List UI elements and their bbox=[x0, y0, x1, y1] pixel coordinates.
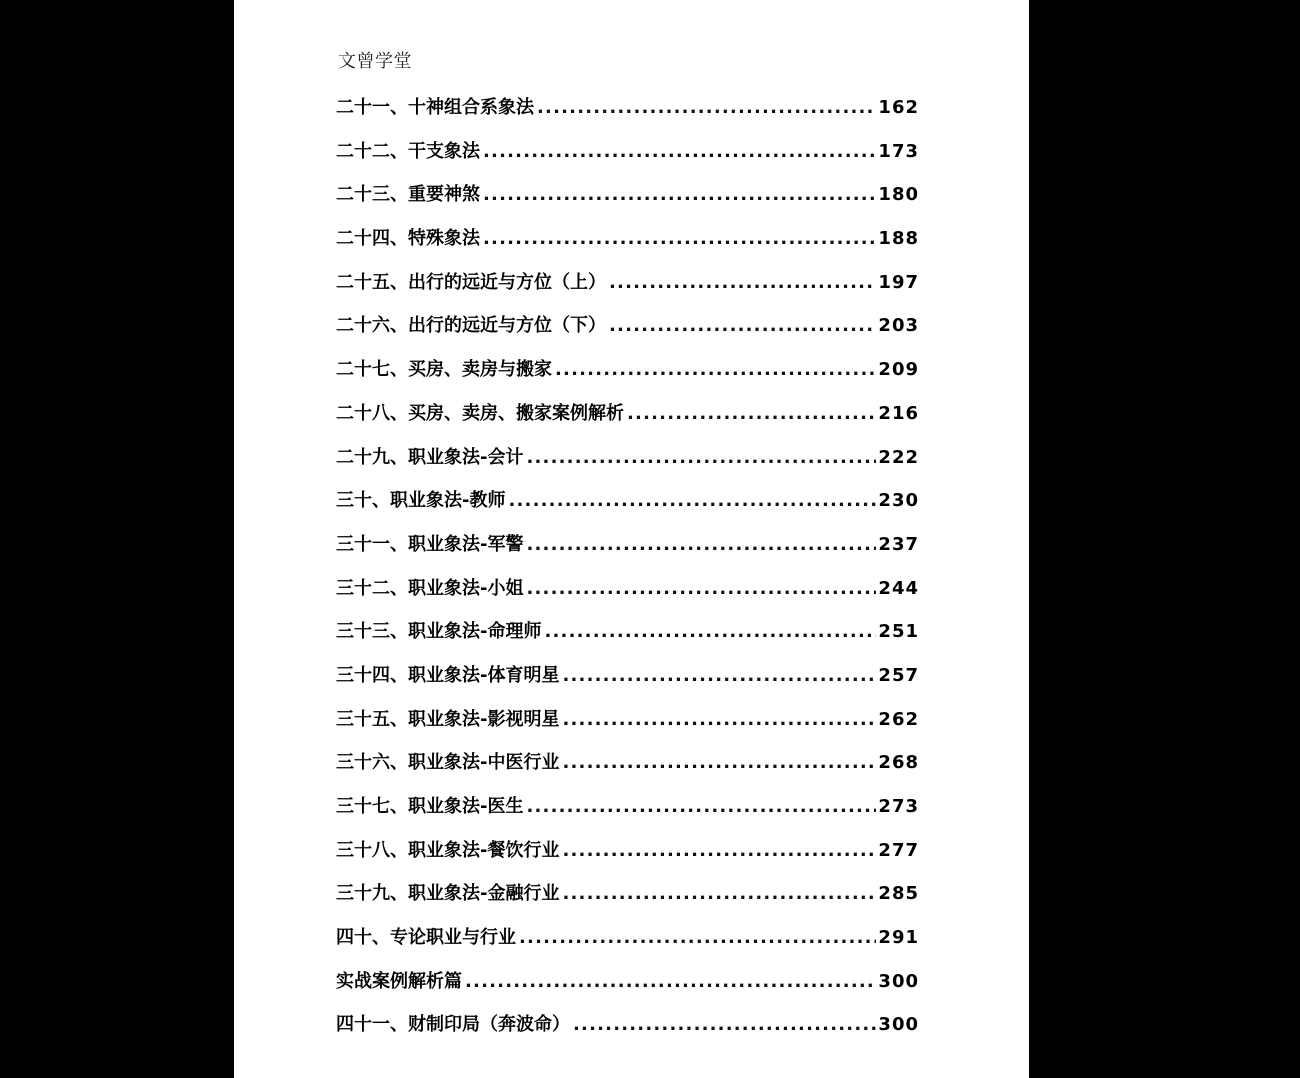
toc-dot-leader bbox=[526, 785, 876, 829]
toc-entry-page: 209 bbox=[878, 359, 919, 381]
toc-dot-leader bbox=[544, 610, 876, 654]
toc-entry-page: 262 bbox=[878, 708, 919, 730]
toc-entry-title: 二十九、职业象法-会计 bbox=[336, 446, 524, 468]
toc-entry[interactable] bbox=[336, 829, 919, 873]
toc-entry-title: 三十七、职业象法-医生 bbox=[336, 796, 524, 817]
toc-entry[interactable] bbox=[336, 654, 919, 698]
toc-dot-leader bbox=[526, 523, 876, 567]
toc-entry[interactable] bbox=[336, 567, 919, 611]
toc-entry-page: 291 bbox=[878, 927, 919, 949]
toc-entry[interactable] bbox=[336, 130, 919, 174]
toc-dot-leader bbox=[562, 872, 876, 916]
toc-entry[interactable] bbox=[336, 960, 919, 1004]
toc-entry-title: 二十七、买房、卖房与搬家 bbox=[336, 359, 552, 381]
toc-entry[interactable] bbox=[336, 872, 919, 916]
toc-entry-title: 四十一、财制印局（奔波命） bbox=[336, 1014, 570, 1036]
toc-entry-page: 203 bbox=[878, 315, 919, 337]
toc-dot-leader bbox=[483, 130, 876, 174]
toc-dot-leader bbox=[483, 173, 876, 217]
toc-dot-leader bbox=[562, 698, 876, 742]
toc-dot-leader bbox=[465, 960, 876, 1004]
toc-entry[interactable] bbox=[336, 392, 919, 436]
toc-entry-page: 222 bbox=[878, 446, 919, 468]
toc-dot-leader bbox=[562, 654, 876, 698]
document-page bbox=[234, 0, 1029, 1078]
toc-entry-page: 268 bbox=[878, 752, 919, 774]
toc-entry-title: 二十八、买房、卖房、搬家案例解析 bbox=[336, 402, 624, 424]
toc-entry-title: 四十、专论职业与行业 bbox=[336, 927, 516, 949]
toc-entry-page: 180 bbox=[878, 184, 919, 206]
toc-dot-leader bbox=[562, 741, 876, 785]
toc-dot-leader bbox=[526, 567, 876, 611]
toc-dot-leader bbox=[573, 1003, 876, 1047]
toc-entry-title: 三十四、职业象法-体育明星 bbox=[336, 664, 560, 686]
toc-entry[interactable] bbox=[336, 785, 919, 829]
toc-entry-page: 237 bbox=[878, 533, 919, 555]
toc-entry-page: 300 bbox=[878, 1014, 919, 1036]
toc-entry-page: 230 bbox=[878, 490, 919, 512]
toc-dot-leader bbox=[519, 916, 876, 960]
toc-entry[interactable] bbox=[336, 741, 919, 785]
toc-dot-leader bbox=[555, 348, 876, 392]
toc-entry-title: 三十、职业象法-教师 bbox=[336, 490, 506, 512]
toc-entry[interactable] bbox=[336, 348, 919, 392]
toc-entry-page: 277 bbox=[878, 839, 919, 861]
toc-entry[interactable] bbox=[336, 610, 919, 654]
toc-entry-page: 251 bbox=[878, 621, 919, 643]
toc-entry[interactable] bbox=[336, 304, 919, 348]
toc-entry-page: 285 bbox=[878, 883, 919, 905]
table-of-contents bbox=[336, 86, 919, 1047]
toc-entry-page: 173 bbox=[878, 140, 919, 162]
toc-entry-title: 三十二、职业象法-小姐 bbox=[336, 577, 524, 599]
toc-dot-leader bbox=[483, 217, 876, 261]
toc-entry-title: 三十八、职业象法-餐饮行业 bbox=[336, 839, 560, 861]
toc-entry-title: 三十三、职业象法-命理师 bbox=[336, 621, 542, 643]
toc-dot-leader bbox=[609, 304, 876, 348]
toc-entry-page: 300 bbox=[878, 970, 919, 992]
toc-dot-leader bbox=[609, 261, 876, 305]
toc-entry-page: 188 bbox=[878, 228, 919, 250]
toc-dot-leader bbox=[537, 86, 876, 130]
toc-entry-title: 三十九、职业象法-金融行业 bbox=[336, 883, 560, 905]
toc-entry-title: 实战案例解析篇 bbox=[336, 970, 462, 992]
toc-entry-title: 二十一、十神组合系象法 bbox=[336, 97, 534, 118]
toc-entry-page: 197 bbox=[878, 271, 919, 293]
toc-entry-title: 二十六、出行的远近与方位（下） bbox=[336, 315, 606, 337]
toc-entry-page: 257 bbox=[878, 664, 919, 686]
page-header: 文曾学堂 bbox=[338, 51, 412, 72]
toc-entry[interactable] bbox=[336, 916, 919, 960]
toc-entry-title: 三十六、职业象法-中医行业 bbox=[336, 752, 560, 774]
toc-entry[interactable] bbox=[336, 479, 919, 523]
toc-entry[interactable] bbox=[336, 261, 919, 305]
toc-dot-leader bbox=[562, 829, 876, 873]
toc-entry-page: 244 bbox=[878, 577, 919, 599]
toc-entry-title: 二十五、出行的远近与方位（上） bbox=[336, 271, 606, 293]
toc-dot-leader bbox=[508, 479, 876, 523]
toc-entry-title: 二十四、特殊象法 bbox=[336, 228, 480, 250]
toc-entry-title: 三十一、职业象法-军警 bbox=[336, 533, 524, 555]
toc-entry-title: 二十二、干支象法 bbox=[336, 140, 480, 162]
toc-entry-page: 216 bbox=[878, 402, 919, 424]
toc-entry[interactable] bbox=[336, 436, 919, 480]
toc-entry-page: 162 bbox=[878, 97, 919, 118]
toc-entry[interactable] bbox=[336, 1003, 919, 1047]
toc-entry-title: 二十三、重要神煞 bbox=[336, 184, 480, 206]
toc-dot-leader bbox=[526, 436, 876, 480]
toc-entry[interactable] bbox=[336, 217, 919, 261]
toc-entry-title: 三十五、职业象法-影视明星 bbox=[336, 708, 560, 730]
toc-entry[interactable] bbox=[336, 173, 919, 217]
toc-entry-page: 273 bbox=[878, 796, 919, 817]
toc-dot-leader bbox=[627, 392, 876, 436]
toc-entry[interactable] bbox=[336, 523, 919, 567]
toc-entry[interactable] bbox=[336, 698, 919, 742]
toc-entry[interactable] bbox=[336, 86, 919, 130]
